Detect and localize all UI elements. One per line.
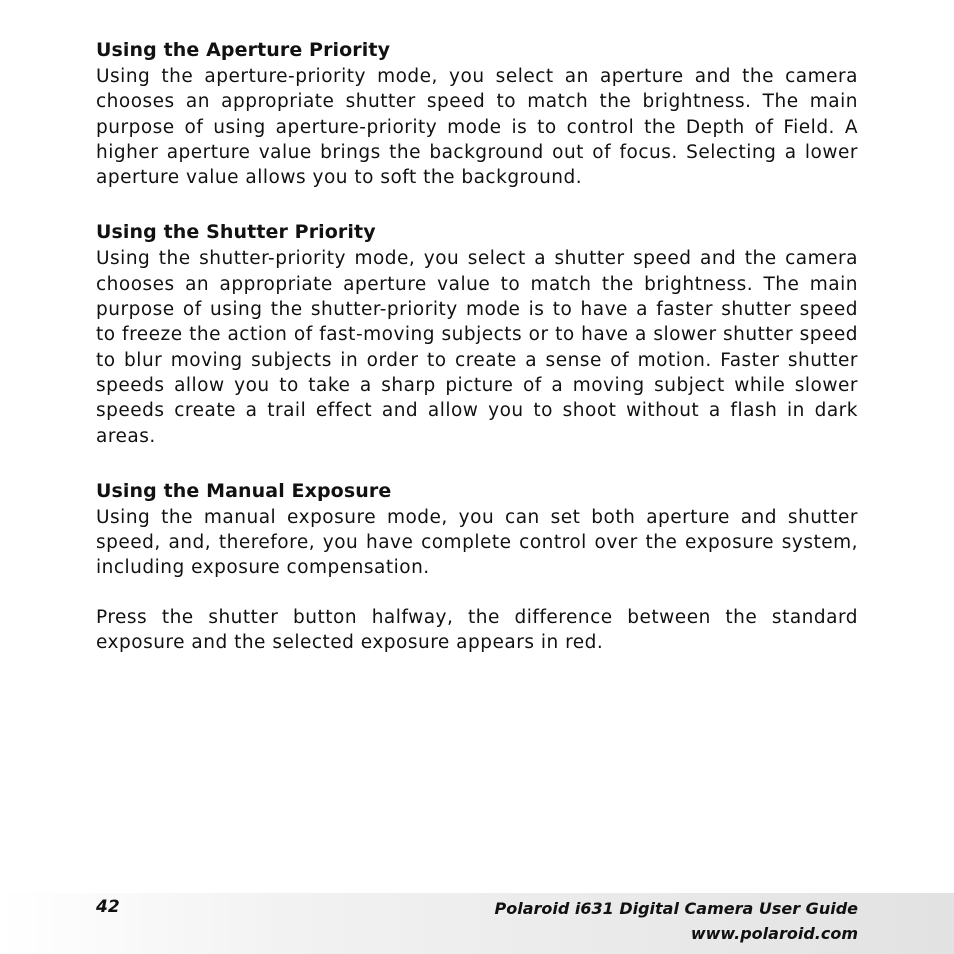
page-content xyxy=(96,36,858,683)
section-manual-exposure xyxy=(96,477,858,655)
website-link[interactable]: www.polaroid.com xyxy=(690,924,858,943)
section-body: Using the aperture-priority mode, you select an aperture and the camera chooses an appropriate shutter speed to match the brightness. The main purpose of using aperture-priority mode is to control the Depth of Field. A higher aperture value brings the background out of focus. Selecting a lower aperture value allows you to soft the background. xyxy=(96,66,858,189)
section-heading: Using the Shutter Priority xyxy=(96,221,376,244)
section-heading: Using the Aperture Priority xyxy=(96,39,391,61)
section-shutter-priority xyxy=(96,218,858,448)
guide-title: Polaroid i631 Digital Camera User Guide xyxy=(494,899,858,918)
page-number: 42 xyxy=(96,897,120,917)
footer-guide xyxy=(494,896,858,946)
section-heading: Using the Manual Exposure xyxy=(96,479,392,502)
section-aperture-priority xyxy=(96,36,858,190)
section-body: Using the shutter-priority mode, you select a shutter speed and the camera chooses an appropriate aperture value to match the brightness. The main purpose of using the shutter-priority mode is to have a faster shutter speed to freeze the action of fast-moving subjects or to have a slower shutter speed to blur moving subjects in order to create a sense of motion. Faster shutter speeds allow you to take a sharp picture of a moving subject while slower speeds create a trail effect and allow you to shoot without a flash in dark areas. xyxy=(96,248,858,447)
section-note: Press the shutter button halfway, the difference between the standard exposure and the selected exposure appears in red. xyxy=(96,606,858,654)
section-body: Using the manual exposure mode, you can set both aperture and shutter speed, and, therefore, you have complete control over the exposure system, including exposure compensation. xyxy=(96,506,858,579)
